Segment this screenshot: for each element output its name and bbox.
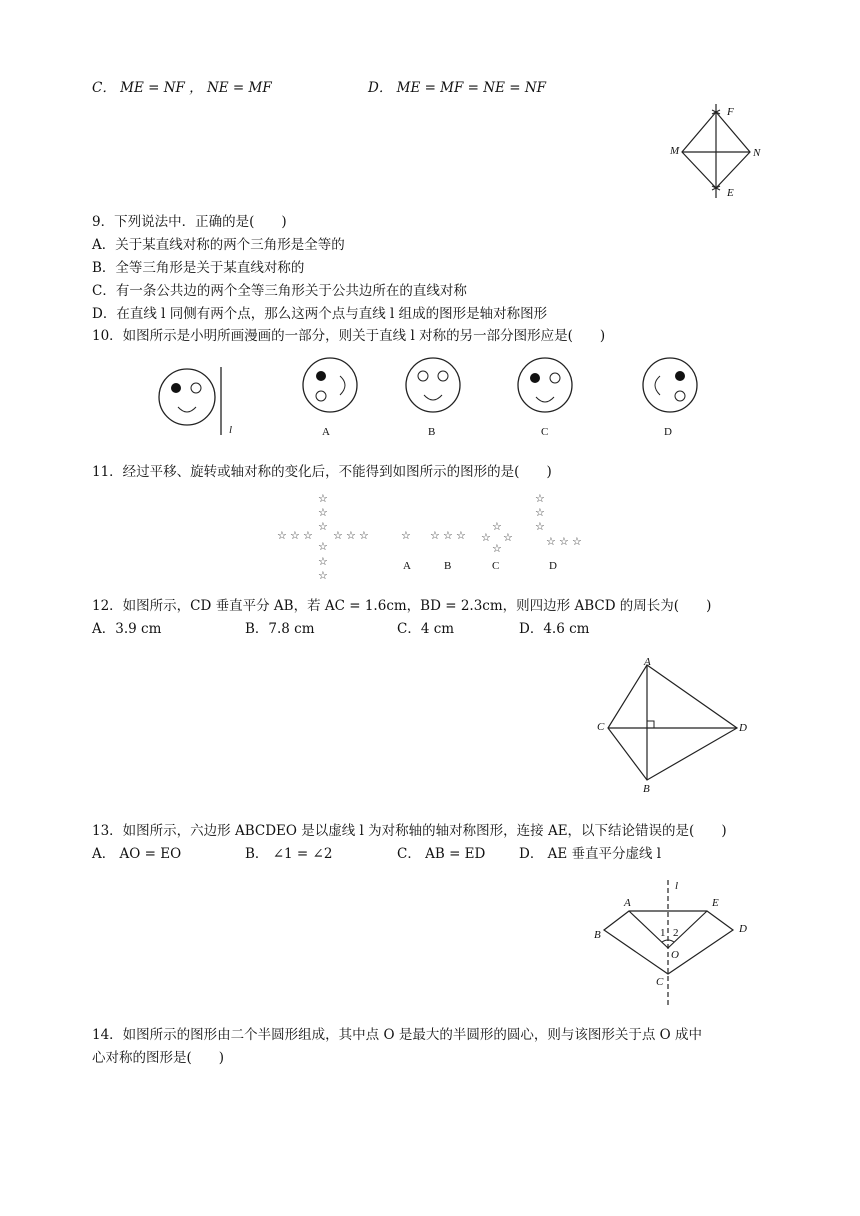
star-icon: ☆ — [456, 529, 466, 542]
q11-label-c: C — [492, 560, 500, 572]
q8-option-c: C． ME = NF ， NE = MF — [92, 80, 272, 96]
q13-option-a: A． AO = EO — [92, 846, 182, 862]
q13-label-d: D — [739, 923, 747, 935]
q13-option-b: B． ∠1 = ∠2 — [245, 846, 333, 862]
q13-option-d: D． AE 垂直平分虚线 l — [519, 846, 662, 862]
q9-option-c: C．有一条公共边的两个全等三角形关于公共边所在的直线对称 — [92, 283, 467, 299]
star-icon: ☆ — [430, 529, 440, 542]
star-icon: ☆ — [359, 529, 369, 542]
q11-label-a: A — [403, 560, 411, 572]
q12-label-d: D — [739, 722, 747, 734]
q13-label-l: l — [675, 880, 679, 892]
q9-option-b: B．全等三角形是关于某直线对称的 — [92, 260, 305, 276]
star-icon: ☆ — [318, 492, 328, 505]
q8-label-n: N — [753, 147, 761, 159]
q8-label-m: M — [670, 145, 680, 157]
q13-hexagon-figure — [600, 880, 740, 1010]
star-icon: ☆ — [492, 542, 502, 555]
q10-label-a: A — [322, 426, 330, 438]
star-icon: ☆ — [318, 555, 328, 568]
q14-stem-line2: 心对称的图形是( ) — [92, 1050, 225, 1066]
q11-label-b: B — [444, 560, 452, 572]
star-icon: ☆ — [572, 535, 582, 548]
star-icon: ☆ — [559, 535, 569, 548]
star-icon: ☆ — [535, 520, 545, 533]
q13-stem: 13．如图所示，六边形 ABCDEO 是以虚线 l 为对称轴的轴对称图形，连接 AE，以下结论错误的是( ) — [92, 823, 727, 839]
star-icon: ☆ — [318, 540, 328, 553]
star-icon: ☆ — [346, 529, 356, 542]
q9-stem: 9．下列说法中．正确的是( ) — [92, 214, 287, 230]
star-icon: ☆ — [535, 506, 545, 519]
q9-option-d: D．在直线 l 同侧有两个点，那么这两个点与直线 l 组成的图形是轴对称图形 — [92, 306, 548, 322]
star-icon: ☆ — [303, 529, 313, 542]
star-icon: ☆ — [318, 506, 328, 519]
q9-option-a: A．关于某直线对称的两个三角形是全等的 — [92, 237, 345, 253]
q12-option-d: D．4.6 cm — [519, 621, 590, 637]
q12-label-b: B — [643, 783, 650, 795]
q12-option-c: C．4 cm — [397, 621, 455, 637]
q13-angle-2: 2 — [673, 927, 679, 939]
q10-line-label: l — [229, 424, 233, 436]
q10-label-c: C — [541, 426, 549, 438]
star-icon: ☆ — [481, 531, 491, 544]
q10-label-b: B — [428, 426, 436, 438]
q13-angle-1: 1 — [660, 927, 666, 939]
q12-option-b: B．7.8 cm — [245, 621, 315, 637]
q14-stem-line1: 14．如图所示的图形由二个半圆形组成，其中点 O 是最大的半圆形的圆心，则与该图形关于点 O 成中 — [92, 1027, 702, 1043]
q13-label-c: C — [656, 976, 664, 988]
q11-label-d: D — [549, 560, 557, 572]
q12-stem: 12．如图所示，CD 垂直平分 AB，若 AC = 1.6cm，BD = 2.3cm，则四边形 ABCD 的周长为( ) — [92, 598, 712, 614]
star-icon: ☆ — [290, 529, 300, 542]
star-icon: ☆ — [318, 569, 328, 582]
q13-label-a: A — [624, 897, 631, 909]
q12-kite-figure — [600, 660, 740, 785]
star-icon: ☆ — [318, 520, 328, 533]
q13-option-c: C． AB = ED — [397, 846, 486, 862]
q13-label-e: E — [712, 897, 719, 909]
star-icon: ☆ — [546, 535, 556, 548]
q8-option-d: D． ME = MF = NE = NF — [368, 80, 547, 96]
q12-option-a: A．3.9 cm — [92, 621, 162, 637]
q12-label-a: A — [644, 656, 651, 668]
star-icon: ☆ — [492, 520, 502, 533]
q8-label-e: E — [727, 187, 734, 199]
q13-label-b: B — [594, 929, 601, 941]
star-icon: ☆ — [443, 529, 453, 542]
q12-label-c: C — [597, 721, 605, 733]
q8-label-f: F — [727, 106, 734, 118]
q10-stem: 10．如图所示是小明所画漫画的一部分，则关于直线 l 对称的另一部分图形应是( ) — [92, 328, 606, 344]
q11-stem: 11．经过平移、旋转或轴对称的变化后，不能得到如图所示的图形的是( ) — [92, 464, 552, 480]
star-icon: ☆ — [503, 531, 513, 544]
star-icon: ☆ — [401, 529, 411, 542]
star-icon: ☆ — [333, 529, 343, 542]
q10-label-d: D — [664, 426, 672, 438]
star-icon: ☆ — [535, 492, 545, 505]
q13-label-o: O — [671, 949, 679, 961]
star-icon: ☆ — [277, 529, 287, 542]
